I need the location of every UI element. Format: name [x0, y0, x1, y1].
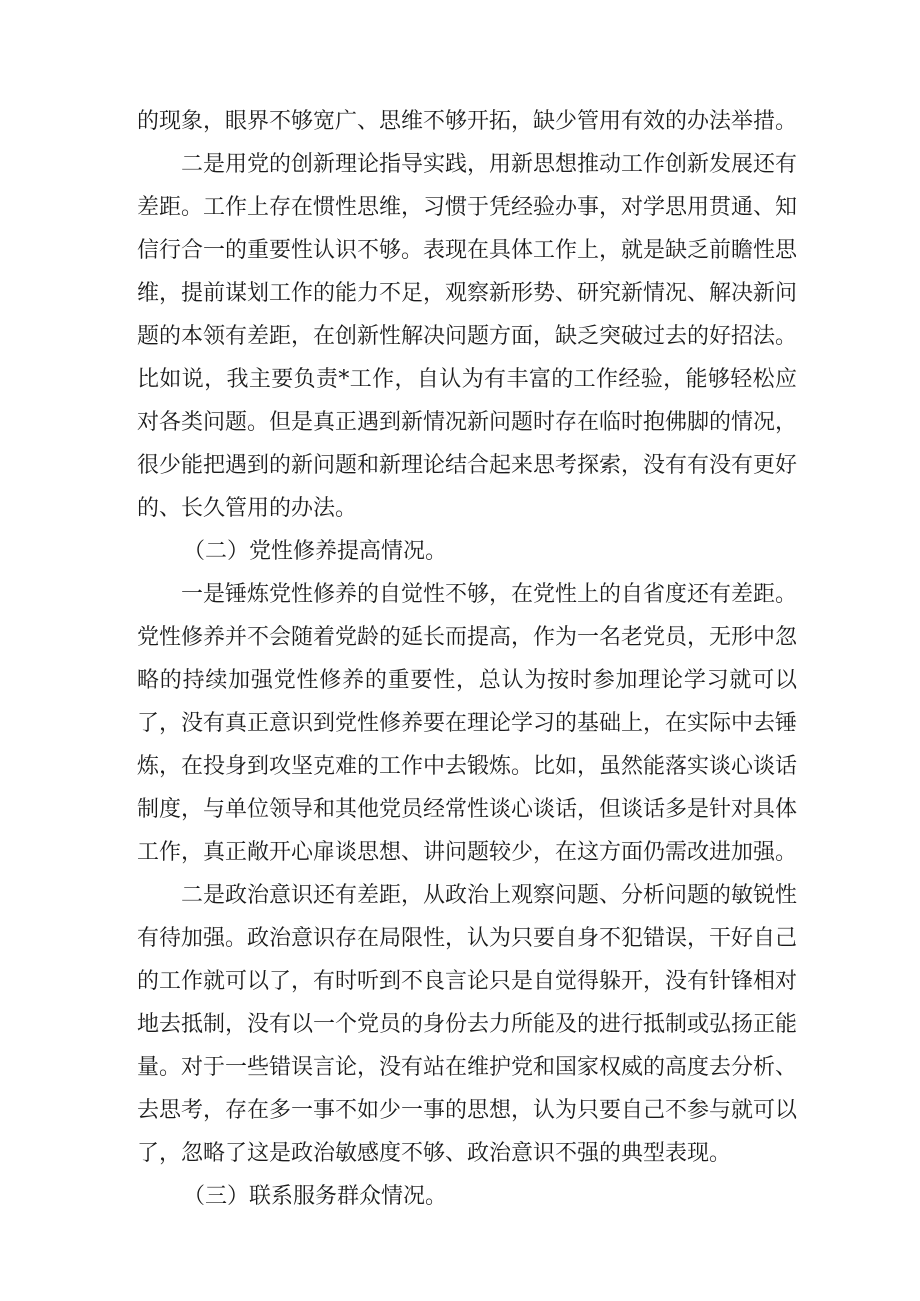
paragraph-party-cultivation: 一是锤炼党性修养的自觉性不够，在党性上的自省度还有差距。党性修养并不会随着党龄的延长而提高，作为一名老党员，无形中忽略的持续加强党性修养的重要性，总认为按时参加理论学习就可以了，没有真正意识到党性修养要在理论学习的基础上，在实际中去锤炼，在投身到攻坚克难的工作中去锻炼。比如，虽然能落实谈心谈话制度，与单位领导和其他党员经常性谈心谈话，但谈话多是针对具体工作，真正敞开心扉谈思想、讲问题较少，在这方面仍需改进加强。 — [137, 582, 798, 865]
section-heading-party-cultivation: （二）党性修养提高情况。 — [183, 539, 448, 564]
paragraph-political-awareness: 二是政治意识还有差距，从政治上观察问题、分析问题的敏锐性有待加强。政治意识存在局限性，认为只要自身不犯错误，干好自己的工作就可以了，有时听到不良言论只是自觉得躲开，没有针锋相对地去抵制，没有以一个党员的身份去力所能及的进行抵制或弘扬正能量。对于一些错误言论，没有站在维护党和国家权威的高度去分析、去思考，存在多一事不如少一事的思想，认为只要自己不参与就可以了，忽略了这是政治敏感度不够、政治意识不强的典型表现。 — [137, 883, 798, 1166]
lead-paragraph: 的现象，眼界不够宽广、思维不够开拓，缺少管用有效的办法举措。 — [137, 109, 798, 134]
document-body — [137, 100, 797, 1218]
paragraph-innovation-theory: 二是用党的创新理论指导实践，用新思想推动工作创新发展还有差距。工作上存在惯性思维，习惯于凭经验办事，对学思用贯通、知信行合一的重要性认识不够。表现在具体工作上，就是缺乏前瞻性思维，提前谋划工作的能力不足，观察新形势、研究新情况、解决新问题的本领有差距，在创新性解决问题方面，缺乏突破过去的好招法。比如说，我主要负责*工作，自认为有丰富的工作经验，能够轻松应对各类问题。但是真正遇到新情况新问题时存在临时抱佛脚的情况，很少能把遇到的新问题和新理论结合起来思考探索，没有有没有更好的、长久管用的办法。 — [137, 152, 798, 521]
section-heading-serving-masses: （三）联系服务群众情况。 — [183, 1184, 448, 1209]
